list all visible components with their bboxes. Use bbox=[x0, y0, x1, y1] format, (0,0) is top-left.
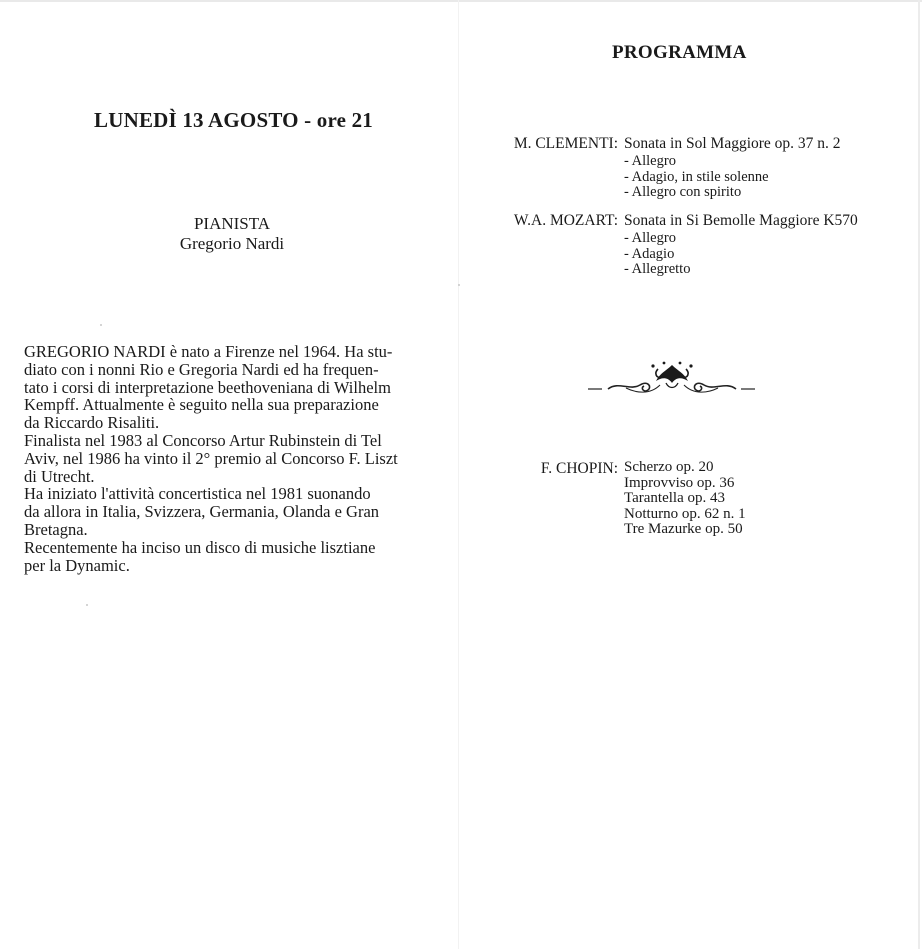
bio-line: Finalista nel 1983 al Concorso Artur Rubinstein di Tel bbox=[24, 430, 382, 450]
work-title: Notturno op. 62 n. 1 bbox=[624, 505, 746, 522]
composer-name: W.A. MOZART: bbox=[513, 212, 618, 229]
work-title: Tre Mazurke op. 50 bbox=[624, 521, 743, 538]
bio-line: Recentemente ha inciso un disco di musiche lisztiane bbox=[24, 537, 376, 557]
movement-item: - Adagio bbox=[624, 245, 675, 262]
programme-piece-clementi bbox=[480, 135, 900, 201]
bio-line: per la Dynamic. bbox=[24, 555, 130, 575]
page-right-edge bbox=[918, 0, 920, 949]
paper-speck bbox=[458, 284, 460, 286]
bio-line: Kempff. Attualmente è seguito nella sua preparazione bbox=[24, 395, 379, 415]
bio-line: Ha iniziato l'attività concertistica nel 1981 suonando bbox=[24, 484, 371, 504]
work-title: Sonata in Sol Maggiore op. 37 n. 2 bbox=[624, 135, 841, 152]
paper-speck bbox=[100, 324, 102, 326]
movement-list bbox=[624, 154, 900, 201]
movement-list bbox=[624, 231, 900, 278]
movement-item: - Allegretto bbox=[624, 261, 691, 277]
programme-title: PROGRAMMA bbox=[612, 42, 747, 63]
bio-line: da Riccardo Risaliti. bbox=[24, 413, 160, 433]
movement-item: - Adagio, in stile solenne bbox=[624, 168, 769, 185]
work-title: Scherzo op. 20 bbox=[624, 459, 714, 475]
programme-piece-mozart bbox=[480, 212, 900, 278]
bio-line: Aviv, nel 1986 ha vinto il 2° premio al Concorso F. Liszt bbox=[24, 448, 398, 468]
performer-role: PIANISTA bbox=[193, 214, 271, 233]
floral-ornament-icon bbox=[586, 355, 758, 405]
composer-name: M. CLEMENTI: bbox=[513, 135, 618, 152]
page-top-edge bbox=[0, 0, 922, 2]
bio-line: tato i corsi di interpretazione beethoveniana di Wilhelm bbox=[24, 377, 391, 397]
work-title: Improvviso op. 36 bbox=[624, 474, 735, 491]
bio-line: da allora in Italia, Svizzera, Germania, Olanda e Gran bbox=[24, 502, 380, 522]
page-fold bbox=[458, 0, 459, 949]
work-title: Sonata in Si Bemolle Maggiore K570 bbox=[624, 212, 858, 229]
bio-line: di Utrecht. bbox=[24, 466, 95, 486]
performer-name: Gregorio Nardi bbox=[179, 234, 285, 253]
chopin-works-list bbox=[624, 460, 746, 538]
movement-item: - Allegro con spirito bbox=[624, 184, 742, 200]
paper-speck bbox=[86, 604, 88, 606]
performer-block bbox=[120, 214, 344, 254]
bio-line: GREGORIO NARDI è nato a Firenze nel 1964. Ha stu- bbox=[24, 342, 393, 361]
bio-line: Bretagna. bbox=[24, 519, 88, 539]
composer-name: F. CHOPIN: bbox=[540, 460, 618, 477]
performer-biography bbox=[24, 343, 449, 574]
movement-item: - Allegro bbox=[624, 153, 676, 169]
programme-piece-chopin bbox=[480, 460, 900, 538]
event-date-heading: LUNEDÌ 13 AGOSTO - ore 21 bbox=[94, 108, 374, 132]
bio-line: diato con i nonni Rio e Gregoria Nardi ed ha frequen- bbox=[24, 359, 379, 379]
movement-item: - Allegro bbox=[624, 230, 676, 246]
work-title: Tarantella op. 43 bbox=[624, 490, 725, 507]
